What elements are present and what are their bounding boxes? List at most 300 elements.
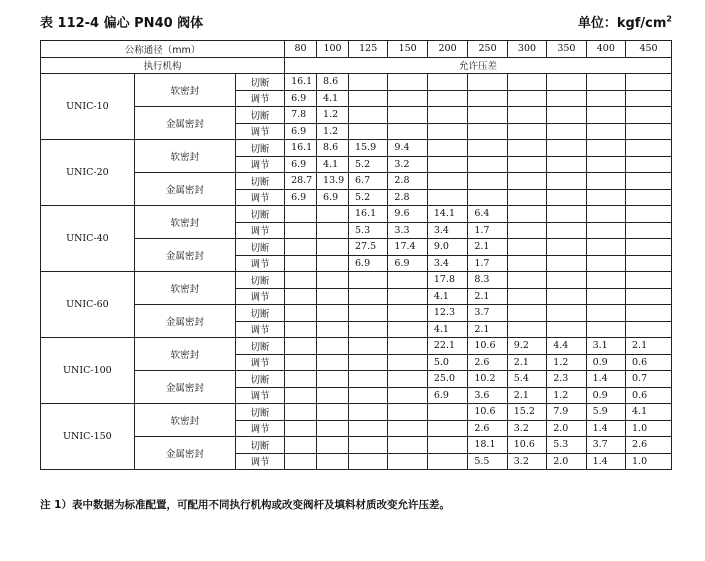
seal-type-cell: 金属密封 [134, 305, 235, 338]
pressure-value-cell [468, 74, 507, 91]
table-row [41, 437, 672, 454]
pressure-value-cell [468, 107, 507, 124]
pressure-value-cell [586, 272, 625, 289]
pressure-value-cell [349, 90, 388, 107]
pressure-value-cell: 17.8 [427, 272, 468, 289]
pressure-value-cell: 1.0 [626, 420, 672, 437]
pressure-value-cell [507, 255, 546, 272]
table-row [41, 305, 672, 322]
pressure-value-cell: 2.6 [468, 354, 507, 371]
operation-mode-cell: 切断 [236, 404, 285, 421]
pressure-value-cell [317, 288, 349, 305]
pressure-value-cell: 5.0 [427, 354, 468, 371]
pressure-value-cell [349, 387, 388, 404]
nominal-size-label: 公称通径（mm） [41, 41, 285, 58]
pressure-value-cell [388, 453, 427, 470]
pressure-value-cell [427, 123, 468, 140]
table-row [41, 404, 672, 421]
pressure-value-cell: 2.6 [468, 420, 507, 437]
pressure-value-cell [586, 123, 625, 140]
pressure-value-cell: 3.1 [586, 338, 625, 355]
table-row [41, 371, 672, 388]
pressure-value-cell [388, 404, 427, 421]
pressure-value-cell [547, 123, 586, 140]
pressure-value-cell: 7.8 [285, 107, 317, 124]
pressure-value-cell [427, 453, 468, 470]
pressure-value-cell [626, 90, 672, 107]
pressure-value-cell [349, 74, 388, 91]
pressure-value-cell [547, 239, 586, 256]
pressure-value-cell: 6.9 [285, 156, 317, 173]
pressure-value-cell [626, 74, 672, 91]
pressure-value-cell [547, 189, 586, 206]
pressure-value-cell: 17.4 [388, 239, 427, 256]
pressure-value-cell: 2.0 [547, 453, 586, 470]
pressure-value-cell [547, 222, 586, 239]
table-row [41, 74, 672, 91]
pressure-value-cell: 5.2 [349, 156, 388, 173]
pressure-value-cell [285, 321, 317, 338]
pressure-value-cell [317, 437, 349, 454]
pressure-value-cell [626, 255, 672, 272]
pressure-value-cell [285, 453, 317, 470]
pressure-value-cell: 2.1 [626, 338, 672, 355]
pressure-value-cell [317, 453, 349, 470]
pressure-value-cell: 6.9 [285, 90, 317, 107]
pressure-value-cell [507, 123, 546, 140]
pressure-value-cell [285, 222, 317, 239]
pressure-value-cell [388, 420, 427, 437]
pressure-value-cell [349, 371, 388, 388]
pressure-value-cell [507, 156, 546, 173]
pressure-value-cell: 5.3 [547, 437, 586, 454]
pressure-value-cell: 28.7 [285, 173, 317, 190]
pressure-value-cell [349, 354, 388, 371]
pressure-value-cell [388, 288, 427, 305]
pressure-value-cell [586, 206, 625, 223]
pressure-value-cell [586, 173, 625, 190]
pressure-value-cell: 4.1 [317, 156, 349, 173]
pressure-value-cell: 0.6 [626, 387, 672, 404]
pressure-value-cell [547, 321, 586, 338]
pressure-value-cell [285, 272, 317, 289]
pressure-value-cell [285, 239, 317, 256]
pressure-value-cell [427, 189, 468, 206]
pressure-value-cell: 1.2 [317, 123, 349, 140]
pressure-value-cell [507, 173, 546, 190]
pressure-value-cell [388, 305, 427, 322]
pressure-value-cell [626, 140, 672, 157]
pressure-value-cell: 0.7 [626, 371, 672, 388]
pressure-value-cell [285, 437, 317, 454]
operation-mode-cell: 调节 [236, 123, 285, 140]
pressure-value-cell [317, 404, 349, 421]
pressure-value-cell [388, 107, 427, 124]
unit-superscript: 2 [666, 14, 672, 24]
pressure-value-cell [349, 338, 388, 355]
actuator-model-cell: UNIC-20 [41, 140, 135, 206]
pressure-value-cell: 3.4 [427, 255, 468, 272]
pressure-value-cell: 10.2 [468, 371, 507, 388]
pressure-value-cell [586, 107, 625, 124]
pressure-value-cell [547, 173, 586, 190]
pressure-value-cell [427, 74, 468, 91]
size-header-cell: 400 [586, 41, 625, 58]
pressure-value-cell [317, 305, 349, 322]
operation-mode-cell: 切断 [236, 338, 285, 355]
pressure-value-cell: 1.7 [468, 222, 507, 239]
pressure-value-cell [317, 354, 349, 371]
pressure-value-cell: 2.3 [547, 371, 586, 388]
pressure-value-cell [547, 90, 586, 107]
pressure-value-cell: 2.1 [468, 321, 507, 338]
pressure-value-cell: 0.6 [626, 354, 672, 371]
pressure-value-cell: 2.1 [507, 387, 546, 404]
pressure-value-cell [349, 107, 388, 124]
pressure-value-cell [586, 255, 625, 272]
pressure-value-cell [285, 255, 317, 272]
pressure-value-cell: 10.6 [468, 338, 507, 355]
pressure-value-cell [547, 156, 586, 173]
pressure-value-cell [547, 288, 586, 305]
pressure-value-cell: 22.1 [427, 338, 468, 355]
page-header [40, 12, 672, 30]
pressure-value-cell: 5.3 [349, 222, 388, 239]
pressure-value-cell [547, 206, 586, 223]
pressure-value-cell [285, 371, 317, 388]
pressure-value-cell [626, 305, 672, 322]
pressure-value-cell: 1.4 [586, 371, 625, 388]
pressure-value-cell [349, 123, 388, 140]
pressure-value-cell [285, 338, 317, 355]
pressure-value-cell [468, 90, 507, 107]
pressure-value-cell [547, 140, 586, 157]
operation-mode-cell: 调节 [236, 189, 285, 206]
pressure-value-cell [507, 90, 546, 107]
seal-type-cell: 金属密封 [134, 239, 235, 272]
pressure-value-cell: 3.4 [427, 222, 468, 239]
pressure-value-cell [317, 321, 349, 338]
pressure-value-cell [626, 156, 672, 173]
table-title: 表 112-4 偏心 PN40 阀体 [40, 16, 204, 31]
pressure-value-cell [507, 272, 546, 289]
size-header-cell: 125 [349, 41, 388, 58]
pressure-value-cell [427, 420, 468, 437]
pressure-value-cell: 0.9 [586, 387, 625, 404]
actuator-model-cell: UNIC-100 [41, 338, 135, 404]
pressure-value-cell [586, 156, 625, 173]
pressure-value-cell: 15.2 [507, 404, 546, 421]
pressure-value-cell: 9.4 [388, 140, 427, 157]
pressure-value-cell [317, 272, 349, 289]
operation-mode-cell: 切断 [236, 206, 285, 223]
actuator-model-cell: UNIC-40 [41, 206, 135, 272]
pressure-value-cell [626, 173, 672, 190]
pressure-value-cell: 9.0 [427, 239, 468, 256]
pressure-value-cell [586, 90, 625, 107]
pressure-value-cell [547, 272, 586, 289]
pressure-value-cell [427, 156, 468, 173]
pressure-value-cell: 3.2 [507, 453, 546, 470]
pressure-value-cell [468, 189, 507, 206]
pressure-value-cell [388, 74, 427, 91]
pressure-value-cell: 2.1 [468, 288, 507, 305]
pressure-value-cell [388, 90, 427, 107]
seal-type-cell: 软密封 [134, 140, 235, 173]
pressure-value-cell: 6.9 [285, 123, 317, 140]
operation-mode-cell: 调节 [236, 321, 285, 338]
pressure-value-cell: 0.9 [586, 354, 625, 371]
pressure-value-cell: 6.9 [317, 189, 349, 206]
pressure-value-cell [507, 206, 546, 223]
pressure-value-cell [626, 107, 672, 124]
pressure-value-cell [626, 321, 672, 338]
pressure-value-cell [388, 387, 427, 404]
pressure-value-cell: 3.6 [468, 387, 507, 404]
seal-type-cell: 软密封 [134, 74, 235, 107]
pressure-value-cell: 3.7 [586, 437, 625, 454]
pressure-value-cell [586, 321, 625, 338]
size-header-cell: 300 [507, 41, 546, 58]
unit-text: 单位：kgf/cm [577, 16, 667, 31]
label-header-row [41, 57, 672, 74]
pressure-value-cell [285, 305, 317, 322]
pressure-value-cell: 18.1 [468, 437, 507, 454]
pressure-value-cell [427, 90, 468, 107]
table-row [41, 140, 672, 157]
pressure-value-cell: 5.2 [349, 189, 388, 206]
pressure-value-cell: 16.1 [285, 140, 317, 157]
size-header-row [41, 41, 672, 58]
pressure-value-cell [586, 288, 625, 305]
operation-mode-cell: 切断 [236, 74, 285, 91]
operation-mode-cell: 切断 [236, 437, 285, 454]
pressure-value-cell [317, 338, 349, 355]
pressure-value-cell [547, 305, 586, 322]
table-row [41, 239, 672, 256]
pressure-value-cell [388, 123, 427, 140]
pressure-value-cell [317, 371, 349, 388]
pressure-value-cell: 10.6 [507, 437, 546, 454]
pressure-value-cell: 5.4 [507, 371, 546, 388]
pressure-value-cell [427, 173, 468, 190]
operation-mode-cell: 切断 [236, 173, 285, 190]
pressure-value-cell: 1.7 [468, 255, 507, 272]
pressure-value-cell: 9.2 [507, 338, 546, 355]
pressure-value-cell: 3.3 [388, 222, 427, 239]
pressure-value-cell [468, 156, 507, 173]
pressure-value-cell [626, 123, 672, 140]
seal-type-cell: 软密封 [134, 206, 235, 239]
actuator-model-cell: UNIC-150 [41, 404, 135, 470]
allowable-pressure-label: 允许压差 [285, 57, 672, 74]
seal-type-cell: 软密封 [134, 272, 235, 305]
pressure-value-cell [388, 272, 427, 289]
pressure-value-cell [586, 189, 625, 206]
pressure-value-cell [317, 255, 349, 272]
seal-type-cell: 金属密封 [134, 371, 235, 404]
pressure-value-cell: 2.6 [626, 437, 672, 454]
pressure-value-cell: 12.3 [427, 305, 468, 322]
pressure-value-cell [507, 305, 546, 322]
pressure-value-cell [349, 272, 388, 289]
table-row [41, 206, 672, 223]
pressure-value-cell [388, 338, 427, 355]
pressure-value-cell [468, 140, 507, 157]
pressure-value-cell: 6.9 [285, 189, 317, 206]
seal-type-cell: 金属密封 [134, 437, 235, 470]
pressure-value-cell: 3.2 [507, 420, 546, 437]
pressure-value-cell: 16.1 [349, 206, 388, 223]
actuator-model-cell: UNIC-10 [41, 74, 135, 140]
pressure-value-cell [388, 321, 427, 338]
pressure-value-cell [507, 239, 546, 256]
pressure-value-cell [349, 305, 388, 322]
pressure-value-cell: 3.7 [468, 305, 507, 322]
pressure-value-cell: 8.3 [468, 272, 507, 289]
pressure-value-cell [349, 321, 388, 338]
pressure-table [40, 40, 672, 470]
operation-mode-cell: 调节 [236, 222, 285, 239]
size-header-cell: 200 [427, 41, 468, 58]
operation-mode-cell: 调节 [236, 387, 285, 404]
operation-mode-cell: 切断 [236, 371, 285, 388]
table-row [41, 272, 672, 289]
operation-mode-cell: 调节 [236, 90, 285, 107]
operation-mode-cell: 切断 [236, 272, 285, 289]
pressure-value-cell: 6.7 [349, 173, 388, 190]
unit-label [578, 12, 672, 31]
pressure-value-cell: 4.1 [427, 321, 468, 338]
operation-mode-cell: 调节 [236, 453, 285, 470]
pressure-value-cell: 2.1 [507, 354, 546, 371]
pressure-value-cell: 2.0 [547, 420, 586, 437]
pressure-value-cell: 3.2 [388, 156, 427, 173]
pressure-value-cell: 1.0 [626, 453, 672, 470]
pressure-value-cell [349, 404, 388, 421]
pressure-value-cell [349, 437, 388, 454]
pressure-value-cell: 6.9 [388, 255, 427, 272]
pressure-value-cell [626, 222, 672, 239]
pressure-value-cell [285, 420, 317, 437]
pressure-value-cell [586, 140, 625, 157]
seal-type-cell: 软密封 [134, 404, 235, 437]
pressure-value-cell: 1.4 [586, 453, 625, 470]
pressure-value-cell [507, 222, 546, 239]
pressure-value-cell [427, 140, 468, 157]
pressure-value-cell: 25.0 [427, 371, 468, 388]
pressure-value-cell [468, 173, 507, 190]
pressure-value-cell: 10.6 [468, 404, 507, 421]
pressure-value-cell: 13.9 [317, 173, 349, 190]
pressure-value-cell [626, 189, 672, 206]
pressure-value-cell: 9.6 [388, 206, 427, 223]
pressure-value-cell [507, 140, 546, 157]
size-header-cell: 100 [317, 41, 349, 58]
pressure-value-cell [285, 387, 317, 404]
table-row [41, 173, 672, 190]
pressure-value-cell: 4.1 [427, 288, 468, 305]
pressure-value-cell [349, 453, 388, 470]
actuator-label: 执行机构 [41, 57, 285, 74]
footnote: 注 1）表中数据为标准配置，可配用不同执行机构或改变阀杆及填料材质改变允许压差。 [40, 499, 450, 511]
pressure-value-cell [388, 437, 427, 454]
pressure-value-cell: 7.9 [547, 404, 586, 421]
size-header-cell: 80 [285, 41, 317, 58]
pressure-value-cell [507, 288, 546, 305]
size-header-cell: 150 [388, 41, 427, 58]
pressure-value-cell: 27.5 [349, 239, 388, 256]
pressure-value-cell [317, 222, 349, 239]
pressure-value-cell: 4.1 [626, 404, 672, 421]
pressure-value-cell [507, 74, 546, 91]
operation-mode-cell: 切断 [236, 305, 285, 322]
pressure-value-cell [586, 239, 625, 256]
pressure-value-cell [317, 420, 349, 437]
actuator-model-cell: UNIC-60 [41, 272, 135, 338]
seal-type-cell: 金属密封 [134, 107, 235, 140]
pressure-value-cell: 1.2 [547, 387, 586, 404]
pressure-value-cell [586, 222, 625, 239]
pressure-value-cell [349, 420, 388, 437]
pressure-value-cell: 6.9 [349, 255, 388, 272]
size-header-cell: 250 [468, 41, 507, 58]
pressure-value-cell: 8.6 [317, 140, 349, 157]
size-header-cell: 450 [626, 41, 672, 58]
pressure-value-cell [507, 189, 546, 206]
operation-mode-cell: 调节 [236, 156, 285, 173]
pressure-value-cell: 2.8 [388, 173, 427, 190]
pressure-value-cell [626, 288, 672, 305]
pressure-value-cell [285, 206, 317, 223]
pressure-value-cell [349, 288, 388, 305]
pressure-value-cell [388, 371, 427, 388]
table-body [41, 74, 672, 470]
pressure-value-cell: 4.1 [317, 90, 349, 107]
pressure-value-cell: 8.6 [317, 74, 349, 91]
pressure-value-cell [507, 107, 546, 124]
pressure-value-cell [586, 74, 625, 91]
pressure-value-cell: 4.4 [547, 338, 586, 355]
operation-mode-cell: 切断 [236, 239, 285, 256]
seal-type-cell: 金属密封 [134, 173, 235, 206]
pressure-value-cell [547, 74, 586, 91]
operation-mode-cell: 切断 [236, 140, 285, 157]
pressure-value-cell [586, 305, 625, 322]
pressure-value-cell [317, 387, 349, 404]
pressure-value-cell: 1.2 [547, 354, 586, 371]
pressure-value-cell [427, 437, 468, 454]
pressure-value-cell [427, 107, 468, 124]
operation-mode-cell: 调节 [236, 288, 285, 305]
pressure-value-cell [626, 239, 672, 256]
size-header-cell: 350 [547, 41, 586, 58]
pressure-value-cell: 1.4 [586, 420, 625, 437]
table-row [41, 107, 672, 124]
pressure-value-cell [285, 288, 317, 305]
pressure-value-cell [626, 272, 672, 289]
pressure-value-cell [547, 107, 586, 124]
pressure-value-cell: 5.5 [468, 453, 507, 470]
seal-type-cell: 软密封 [134, 338, 235, 371]
operation-mode-cell: 切断 [236, 107, 285, 124]
pressure-value-cell [317, 239, 349, 256]
pressure-value-cell: 5.9 [586, 404, 625, 421]
pressure-value-cell [285, 354, 317, 371]
operation-mode-cell: 调节 [236, 354, 285, 371]
operation-mode-cell: 调节 [236, 255, 285, 272]
operation-mode-cell: 调节 [236, 420, 285, 437]
